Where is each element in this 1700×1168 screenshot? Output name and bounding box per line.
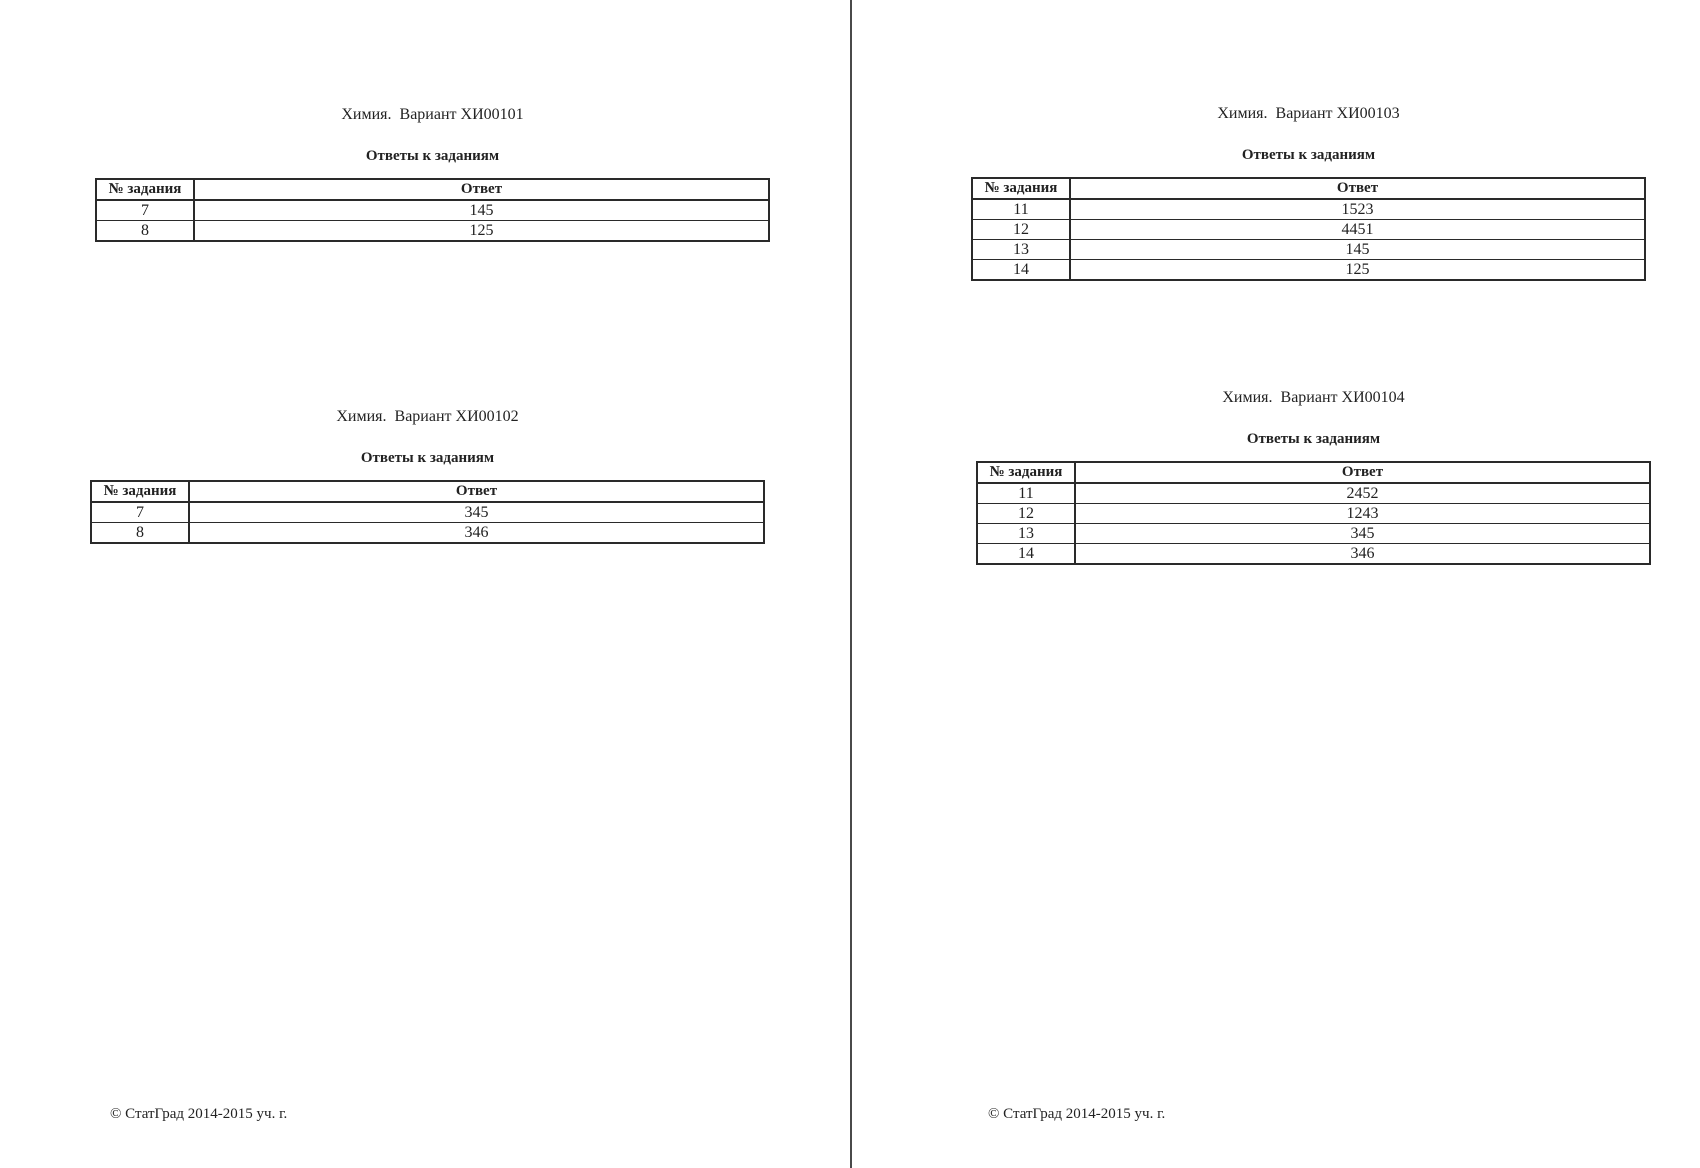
column-header-number: № задания xyxy=(972,178,1070,199)
answer-cell: 2452 xyxy=(1075,483,1650,504)
answer-cell: 1243 xyxy=(1075,504,1650,524)
table-row xyxy=(91,523,764,544)
answer-cell: 346 xyxy=(189,523,764,544)
table-row xyxy=(972,260,1645,281)
column-header-number: № задания xyxy=(977,462,1075,483)
answer-cell: 4451 xyxy=(1070,220,1645,240)
answers-table xyxy=(90,480,765,544)
task-number-cell: 12 xyxy=(977,504,1075,524)
column-header-number: № задания xyxy=(91,481,189,502)
answer-cell: 125 xyxy=(194,221,769,242)
answers-heading: Ответы к заданиям xyxy=(365,148,500,164)
table-row xyxy=(972,240,1645,260)
variant-block-xi00103 xyxy=(971,104,1646,281)
variant-title: Химия. Вариант ХИ00104 xyxy=(1222,389,1405,406)
answer-cell: 145 xyxy=(1070,240,1645,260)
footer-copyright: © СтатГрад 2014-2015 уч. г. xyxy=(988,1106,1166,1122)
task-number-cell: 14 xyxy=(977,544,1075,565)
task-number-cell: 8 xyxy=(96,221,194,242)
answers-heading: Ответы к заданиям xyxy=(1246,431,1381,447)
answer-cell: 346 xyxy=(1075,544,1650,565)
column-header-answer: Ответ xyxy=(1075,462,1650,483)
answers-table xyxy=(971,177,1646,281)
task-number-cell: 7 xyxy=(96,200,194,221)
table-row xyxy=(977,544,1650,565)
column-header-answer: Ответ xyxy=(1070,178,1645,199)
task-number-cell: 8 xyxy=(91,523,189,544)
variant-title: Химия. Вариант ХИ00103 xyxy=(1217,105,1400,122)
table-row xyxy=(972,199,1645,220)
task-number-cell: 13 xyxy=(977,524,1075,544)
column-header-answer: Ответ xyxy=(194,179,769,200)
variant-block-xi00104 xyxy=(976,388,1651,565)
table-header-row xyxy=(977,462,1650,483)
page-right xyxy=(853,0,1700,1168)
answer-cell: 345 xyxy=(1075,524,1650,544)
column-header-answer: Ответ xyxy=(189,481,764,502)
table-row xyxy=(96,200,769,221)
table-header-row xyxy=(91,481,764,502)
variant-title: Химия. Вариант ХИ00102 xyxy=(336,408,519,425)
task-number-cell: 12 xyxy=(972,220,1070,240)
table-row xyxy=(972,220,1645,240)
table-row xyxy=(91,502,764,523)
table-header-row xyxy=(96,179,769,200)
table-row xyxy=(977,483,1650,504)
variant-block-xi00101 xyxy=(95,105,770,242)
footer-copyright: © СтатГрад 2014-2015 уч. г. xyxy=(110,1106,288,1122)
task-number-cell: 11 xyxy=(977,483,1075,504)
variant-title: Химия. Вариант ХИ00101 xyxy=(341,106,524,123)
answer-cell: 145 xyxy=(194,200,769,221)
table-row xyxy=(977,524,1650,544)
task-number-cell: 14 xyxy=(972,260,1070,281)
task-number-cell: 13 xyxy=(972,240,1070,260)
table-row xyxy=(96,221,769,242)
table-header-row xyxy=(972,178,1645,199)
answer-cell: 345 xyxy=(189,502,764,523)
column-header-number: № задания xyxy=(96,179,194,200)
answer-cell: 125 xyxy=(1070,260,1645,281)
task-number-cell: 11 xyxy=(972,199,1070,220)
page-divider xyxy=(850,0,852,1168)
answers-table xyxy=(95,178,770,242)
answer-cell: 1523 xyxy=(1070,199,1645,220)
task-number-cell: 7 xyxy=(91,502,189,523)
variant-block-xi00102 xyxy=(90,407,765,544)
answers-heading: Ответы к заданиям xyxy=(1241,147,1376,163)
answers-table xyxy=(976,461,1651,565)
answers-heading: Ответы к заданиям xyxy=(360,450,495,466)
table-row xyxy=(977,504,1650,524)
